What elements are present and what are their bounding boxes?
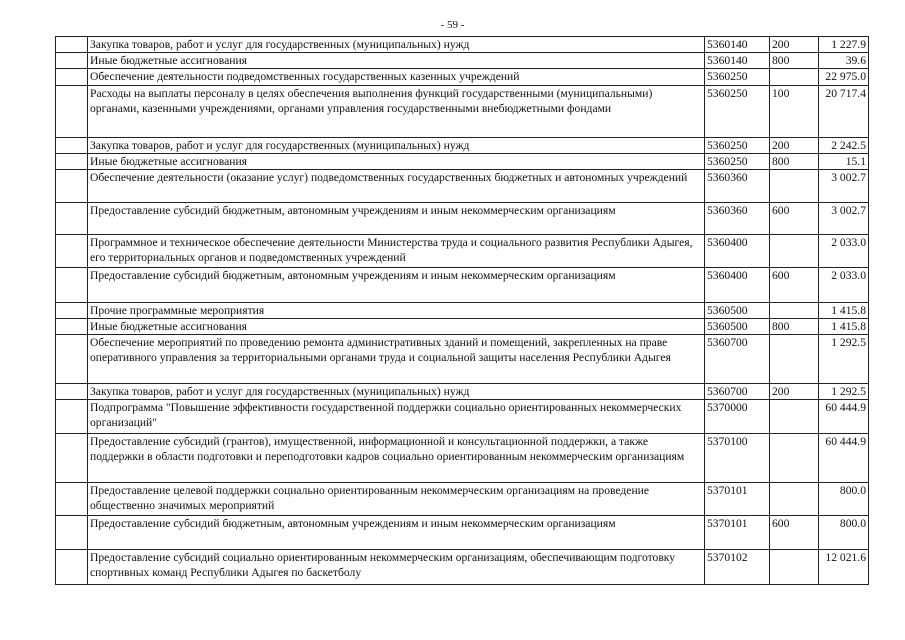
row-empty-cell	[56, 434, 88, 483]
row-type-cell	[770, 550, 819, 585]
row-code-cell: 5360250	[705, 154, 770, 170]
row-amount-cell: 1 292.5	[819, 384, 869, 400]
row-empty-cell	[56, 268, 88, 303]
row-code-cell: 5370000	[705, 400, 770, 434]
row-amount-cell: 800.0	[819, 483, 869, 516]
row-empty-cell	[56, 37, 88, 53]
row-amount-cell: 800.0	[819, 516, 869, 550]
row-amount-cell: 20 717.4	[819, 86, 869, 138]
table-row	[56, 319, 869, 335]
row-type-cell: 600	[770, 203, 819, 235]
row-amount-cell: 60 444.9	[819, 434, 869, 483]
row-code-cell: 5360700	[705, 384, 770, 400]
row-type-cell	[770, 170, 819, 203]
row-empty-cell	[56, 516, 88, 550]
table-row	[56, 268, 869, 303]
row-empty-cell	[56, 335, 88, 384]
row-name-cell: Предоставление субсидий социально ориентированным некоммерческим организациям, обеспечивающим подготовку спортивных команд Республики Адыгея по баскетболу	[88, 550, 705, 585]
row-empty-cell	[56, 170, 88, 203]
row-code-cell: 5360140	[705, 37, 770, 53]
row-type-cell: 100	[770, 86, 819, 138]
table-row	[56, 86, 869, 138]
row-code-cell: 5360400	[705, 235, 770, 268]
row-name-cell: Программное и техническое обеспечение деятельности Министерства труда и социального развития Республики Адыгея, его территориальных органов и подведомственных учреждений	[88, 235, 705, 268]
row-name-cell: Закупка товаров, работ и услуг для государственных (муниципальных) нужд	[88, 138, 705, 154]
row-amount-cell: 12 021.6	[819, 550, 869, 585]
row-name-cell: Обеспечение мероприятий по проведению ремонта административных зданий и помещений, закрепленных на праве оперативного управления за территориальными органами труда и социальной защиты населения Республики Адыгея	[88, 335, 705, 384]
row-empty-cell	[56, 69, 88, 86]
row-empty-cell	[56, 400, 88, 434]
row-name-cell: Предоставление субсидий бюджетным, автономным учреждениям и иным некоммерческим организациям	[88, 203, 705, 235]
row-code-cell: 5370100	[705, 434, 770, 483]
row-type-cell: 800	[770, 154, 819, 170]
row-name-cell: Обеспечение деятельности подведомственных государственных казенных учреждений	[88, 69, 705, 86]
table-row	[56, 303, 869, 319]
row-empty-cell	[56, 384, 88, 400]
row-empty-cell	[56, 235, 88, 268]
row-code-cell: 5360360	[705, 203, 770, 235]
row-name-cell: Обеспечение деятельности (оказание услуг) подведомственных государственных бюджетных и автономных учреждений	[88, 170, 705, 203]
row-code-cell: 5370102	[705, 550, 770, 585]
row-type-cell	[770, 434, 819, 483]
table-row	[56, 138, 869, 154]
row-type-cell	[770, 335, 819, 384]
row-amount-cell: 1 415.8	[819, 303, 869, 319]
row-type-cell: 600	[770, 516, 819, 550]
row-amount-cell: 3 002.7	[819, 170, 869, 203]
row-code-cell: 5360250	[705, 69, 770, 86]
row-amount-cell: 2 033.0	[819, 235, 869, 268]
row-empty-cell	[56, 154, 88, 170]
row-type-cell: 200	[770, 384, 819, 400]
row-amount-cell: 1 415.8	[819, 319, 869, 335]
table-row	[56, 69, 869, 86]
row-empty-cell	[56, 53, 88, 69]
page-number: - 59 -	[440, 19, 465, 31]
row-code-cell: 5360500	[705, 319, 770, 335]
row-type-cell	[770, 400, 819, 434]
row-amount-cell: 1 227.9	[819, 37, 869, 53]
row-amount-cell: 2 033.0	[819, 268, 869, 303]
row-empty-cell	[56, 86, 88, 138]
row-empty-cell	[56, 303, 88, 319]
row-name-cell: Иные бюджетные ассигнования	[88, 319, 705, 335]
row-amount-cell: 22 975.0	[819, 69, 869, 86]
row-amount-cell: 15.1	[819, 154, 869, 170]
row-code-cell: 5360250	[705, 86, 770, 138]
table-row	[56, 170, 869, 203]
row-code-cell: 5360500	[705, 303, 770, 319]
row-type-cell	[770, 69, 819, 86]
row-name-cell: Подпрограмма "Повышение эффективности государственной поддержки социально ориентированных некоммерческих организаций"	[88, 400, 705, 434]
row-type-cell: 600	[770, 268, 819, 303]
table-row	[56, 516, 869, 550]
table-row	[56, 434, 869, 483]
row-amount-cell: 3 002.7	[819, 203, 869, 235]
row-code-cell: 5360400	[705, 268, 770, 303]
row-name-cell: Иные бюджетные ассигнования	[88, 154, 705, 170]
row-type-cell	[770, 483, 819, 516]
row-empty-cell	[56, 483, 88, 516]
table-row	[56, 483, 869, 516]
table-row	[56, 550, 869, 585]
table-row	[56, 154, 869, 170]
row-name-cell: Закупка товаров, работ и услуг для государственных (муниципальных) нужд	[88, 37, 705, 53]
row-code-cell: 5360700	[705, 335, 770, 384]
row-empty-cell	[56, 550, 88, 585]
table-row	[56, 203, 869, 235]
table-row	[56, 400, 869, 434]
row-name-cell: Иные бюджетные ассигнования	[88, 53, 705, 69]
row-name-cell: Расходы на выплаты персоналу в целях обеспечения выполнения функций государственными (муниципальными) органами, казенными учреждениями, органами управления государственными внебюджетными фондами	[88, 86, 705, 138]
row-name-cell: Предоставление субсидий (грантов), имущественной, информационной и консультационной поддержки, а также поддержки в области подготовки и переподготовки кадров социально ориентированным некоммерческим организациям	[88, 434, 705, 483]
table-row	[56, 335, 869, 384]
row-name-cell: Прочие программные мероприятия	[88, 303, 705, 319]
row-code-cell: 5360250	[705, 138, 770, 154]
row-empty-cell	[56, 319, 88, 335]
row-type-cell	[770, 235, 819, 268]
row-amount-cell: 39.6	[819, 53, 869, 69]
row-amount-cell: 2 242.5	[819, 138, 869, 154]
table-row	[56, 384, 869, 400]
row-code-cell: 5370101	[705, 516, 770, 550]
row-type-cell: 800	[770, 53, 819, 69]
row-name-cell: Закупка товаров, работ и услуг для государственных (муниципальных) нужд	[88, 384, 705, 400]
row-name-cell: Предоставление субсидий бюджетным, автономным учреждениям и иным некоммерческим организациям	[88, 268, 705, 303]
row-name-cell: Предоставление целевой поддержки социально ориентированным некоммерческим организациям на проведение общественно значимых мероприятий	[88, 483, 705, 516]
row-amount-cell: 1 292.5	[819, 335, 869, 384]
row-code-cell: 5360360	[705, 170, 770, 203]
row-type-cell: 800	[770, 319, 819, 335]
table-row	[56, 235, 869, 268]
row-code-cell: 5370101	[705, 483, 770, 516]
row-empty-cell	[56, 203, 88, 235]
row-amount-cell: 60 444.9	[819, 400, 869, 434]
table-row	[56, 37, 869, 53]
table-row	[56, 53, 869, 69]
row-type-cell: 200	[770, 138, 819, 154]
row-name-cell: Предоставление субсидий бюджетным, автономным учреждениям и иным некоммерческим организациям	[88, 516, 705, 550]
row-empty-cell	[56, 138, 88, 154]
row-code-cell: 5360140	[705, 53, 770, 69]
budget-table-body	[56, 37, 869, 585]
row-type-cell: 200	[770, 37, 819, 53]
budget-table	[55, 36, 869, 585]
row-type-cell	[770, 303, 819, 319]
